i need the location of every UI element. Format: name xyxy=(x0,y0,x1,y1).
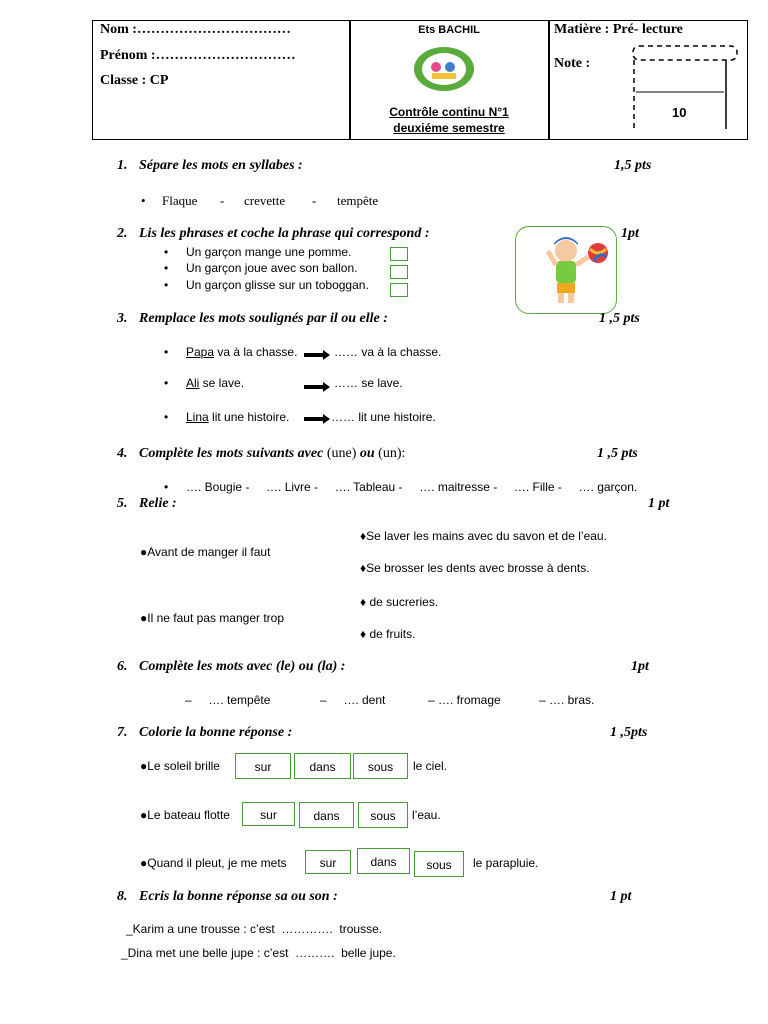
q4-title-a: Complète les mots suivants avec xyxy=(139,446,327,461)
q1-word: Flaque xyxy=(162,193,198,208)
q3-points: 1 ,5 pts xyxy=(599,311,640,326)
q7-row-start: ●Le bateau flotte xyxy=(140,808,230,822)
underlined-word: Ali xyxy=(186,376,200,390)
q8-line: _Dina met une belle jupe : c’est ………. belle jupe. xyxy=(121,946,396,960)
q1-word: tempête xyxy=(337,193,379,208)
sentence-rest: se lave. xyxy=(199,376,245,390)
q7-row-end: le parapluie. xyxy=(473,856,539,870)
q6-item: – …. fromage xyxy=(428,693,501,707)
q7-num: 7. xyxy=(117,725,128,740)
q3-title: Remplace les mots soulignés par il ou elle : xyxy=(139,311,388,326)
underlined-word: Papa xyxy=(186,345,215,359)
q2-item: • xyxy=(164,278,169,292)
q7-row-start: ●Quand il pleut, je me mets xyxy=(140,856,287,870)
q5-right-item: ♦ de sucreries. xyxy=(360,595,439,609)
q2-item-text: Un garçon glisse sur un toboggan. xyxy=(186,278,369,292)
underlined-word: Lina xyxy=(186,410,209,424)
arrow-icon xyxy=(304,417,324,421)
q6-item: – …. dent xyxy=(320,693,386,707)
q3-answer: …… lit une histoire. xyxy=(331,410,436,424)
q5-right-item: ♦ de fruits. xyxy=(360,627,416,641)
q5-num: 5. xyxy=(117,496,128,511)
q2-item-text: Un garçon mange une pomme. xyxy=(186,245,352,259)
q7-points: 1 ,5pts xyxy=(610,725,648,740)
choice-sous[interactable]: sous xyxy=(414,851,464,877)
q2-title: Lis les phrases et coche la phrase qui correspond : xyxy=(139,226,430,241)
q2-num: 2. xyxy=(117,226,128,241)
q1-word: crevette xyxy=(244,193,286,208)
q6-num: 6. xyxy=(117,659,128,674)
q1-points: 1,5 pts xyxy=(614,158,652,173)
q5-right-item: ♦Se laver les mains avec du savon et de l’eau. xyxy=(360,529,607,543)
q3-item: • xyxy=(164,410,169,424)
q3-item: • xyxy=(164,345,169,359)
q3-answer: …… va à la chasse. xyxy=(334,345,442,359)
nom-field: Nom :…………………………… xyxy=(100,22,291,37)
q1-num: 1. xyxy=(117,158,128,173)
choice-dans[interactable]: dans xyxy=(294,753,351,779)
q3-item-text xyxy=(186,376,244,390)
choice-dans[interactable]: dans xyxy=(299,802,354,828)
q4-points: 1 ,5 pts xyxy=(597,446,638,461)
q4-title xyxy=(139,446,405,462)
q8-num: 8. xyxy=(117,889,128,904)
q1-dash: - xyxy=(312,193,317,208)
q2-checkbox[interactable] xyxy=(390,247,408,261)
q4-line: …. Bougie - …. Livre - …. Tableau - …. maitresse - …. Fille - …. garçon. xyxy=(186,480,638,494)
choice-sur[interactable]: sur xyxy=(235,753,291,779)
q3-answer: …… se lave. xyxy=(334,376,403,390)
q2-checkbox[interactable] xyxy=(390,283,408,297)
q4-num: 4. xyxy=(117,446,128,461)
q4-bullet: • xyxy=(164,480,169,494)
q3-item-text xyxy=(186,345,297,359)
q5-title: Relie : xyxy=(139,496,177,511)
q2-item: • xyxy=(164,245,169,259)
q7-row-start: ●Le soleil brille xyxy=(140,759,220,773)
q5-left-item: ●Il ne faut pas manger trop xyxy=(140,611,284,625)
q1-title: Sépare les mots en syllabes : xyxy=(139,158,303,173)
q3-item: • xyxy=(164,376,169,390)
q1-bullet: • xyxy=(141,193,146,208)
q8-line: _Karim a une trousse : c’est …………. trousse. xyxy=(126,922,383,936)
q5-left-item: ●Avant de manger il faut xyxy=(140,545,271,559)
sentence-rest: lit une histoire. xyxy=(208,410,290,424)
q3-num: 3. xyxy=(117,311,128,326)
q5-right-item: ♦Se brosser les dents avec brosse à dents. xyxy=(360,561,590,575)
q2-checkbox[interactable] xyxy=(390,265,408,279)
q3-item-text xyxy=(186,410,289,424)
choice-sous[interactable]: sous xyxy=(353,753,408,779)
choice-sous[interactable]: sous xyxy=(358,802,408,828)
q5-points: 1 pt xyxy=(648,496,670,511)
q2-item-text: Un garçon joue avec son ballon. xyxy=(186,261,358,275)
q4-title-d: (un): xyxy=(378,446,406,461)
q7-title: Colorie la bonne réponse : xyxy=(139,725,293,740)
controle-title: Contrôle continu N°1 xyxy=(389,105,509,119)
prenom-field: Prénom :………………………… xyxy=(100,48,296,63)
q6-points: 1pt xyxy=(631,659,649,674)
semestre-title: deuxiéme semestre xyxy=(393,121,505,135)
note-total: 10 xyxy=(672,105,687,120)
q6-item: – …. bras. xyxy=(539,693,595,707)
q2-points: 1pt xyxy=(621,226,639,241)
choice-sur[interactable]: sur xyxy=(242,802,295,826)
choice-sur[interactable]: sur xyxy=(305,850,351,874)
boy-with-ball-image xyxy=(515,226,617,314)
classe-field: Classe : CP xyxy=(100,73,169,88)
school-name: Ets BACHIL xyxy=(418,24,480,36)
note-label: Note : xyxy=(554,56,591,71)
matiere-label: Matière : Pré- lecture xyxy=(554,22,683,37)
q6-title: Complète les mots avec (le) ou (la) : xyxy=(139,659,346,674)
arrow-icon xyxy=(304,385,324,389)
choice-dans[interactable]: dans xyxy=(357,848,410,874)
q6-item: – …. tempête xyxy=(185,693,271,707)
q2-item: • xyxy=(164,261,169,275)
q8-title: Ecris la bonne réponse sa ou son : xyxy=(139,889,338,904)
q7-row-end: le ciel. xyxy=(413,759,448,773)
q1-dash: - xyxy=(220,193,225,208)
school-logo xyxy=(412,45,476,93)
q7-row-end: l’eau. xyxy=(412,808,441,822)
sentence-rest: va à la chasse. xyxy=(214,345,298,359)
q4-title-b: (une) xyxy=(326,446,357,461)
note-box xyxy=(632,45,738,135)
arrow-icon xyxy=(304,353,324,357)
q8-points: 1 pt xyxy=(610,889,632,904)
q4-title-c: ou xyxy=(356,446,379,461)
